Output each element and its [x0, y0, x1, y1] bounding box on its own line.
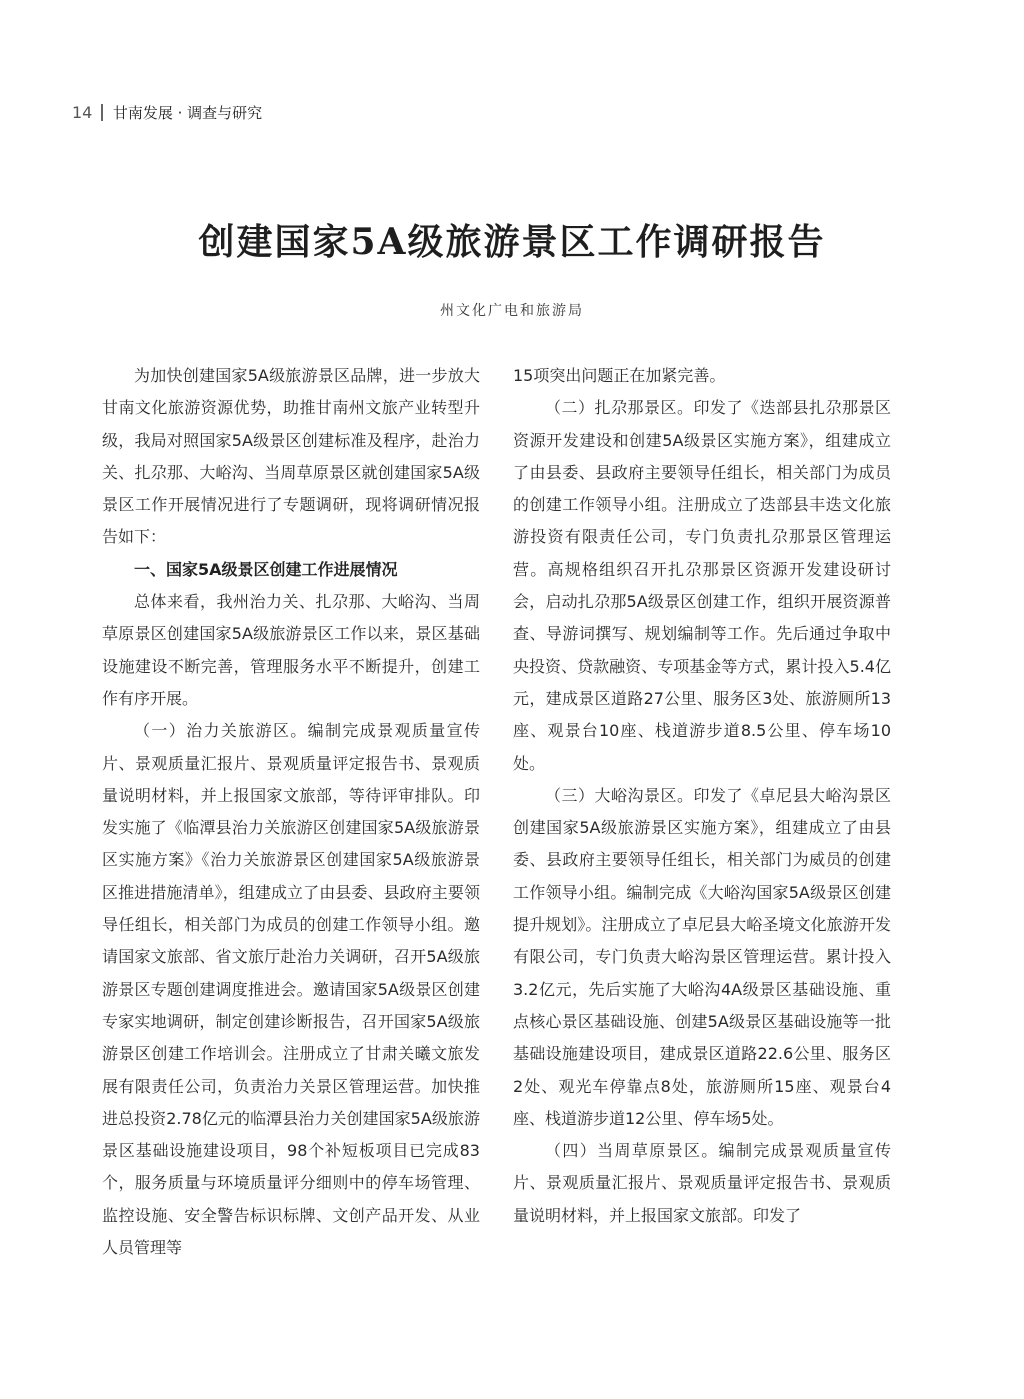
- header-divider: [101, 104, 103, 121]
- article-title: 创建国家5A级旅游景区工作调研报告: [198, 221, 826, 263]
- left-column: [102, 360, 480, 1264]
- journal-name: 甘南发展 · 调查与研究: [112, 103, 263, 122]
- intro-paragraph: 为加快创建国家5A级旅游景区品牌，进一步放大甘南文化旅游资源优势，助推甘南州文旅产业转型升级，我局对照国家5A级景区创建标准及程序，赴治力关、扎尕那、大峪沟、当周草原景区就创建国家5A级景区工作开展情况进行了专题调研，现将调研情况报告如下：: [102, 366, 480, 547]
- overview-paragraph: 总体来看，我州治力关、扎尕那、大峪沟、当周草原景区创建国家5A级旅游景区工作以来，景区基础设施建设不断完善，管理服务水平不断提升，创建工作有序开展。: [102, 592, 480, 708]
- running-header: [72, 98, 262, 126]
- section-heading: 一、国家5A级景区创建工作进展情况: [134, 559, 398, 579]
- right-column: [513, 360, 891, 1232]
- page-number: 14: [72, 102, 93, 122]
- part1-paragraph: （一）治力关旅游区。编制完成景观质量宣传片、景观质量汇报片、景观质量评定报告书、景观质量说明材料，并上报国家文旅部，等待评审排队。印发实施了《临潭县治力关旅游区创建国家5A级旅游景区实施方案》《治力关旅游景区创建国家5A级旅游景区推进措施清单》，组建成立了由县委、县政府主要领导任组长，相关部门为成员的创建工作领导小组。邀请国家文旅部、省文旅厅赴治力关调研，召开5A级旅游景区专题创建调度推进会。邀请国家5A级景区创建专家实地调研，制定创建诊断报告，召开国家5A级旅游景区创建工作培训会。注册成立了甘肃关曦文旅发展有限责任公司，负责治力关景区管理运营。加快推进总投资2.78亿元的临潭县治力关创建国家5A级旅游景区基础设施建设项目，98个补短板项目已完成83个，服务质量与环境质量评分细则中的停车场管理、监控设施、安全警告标识标牌、文创产品开发、从业人员管理等: [102, 721, 480, 1258]
- continuation-paragraph: 15项突出问题正在加紧完善。: [513, 366, 726, 385]
- part3-paragraph: （三）大峪沟景区。印发了《卓尼县大峪沟景区创建国家5A级旅游景区实施方案》，组建成立了由县委、县政府主要领导任组长，相关部门为威员的创建工作领导小组。编制完成《大峪沟国家5A级景区创建提升规划》。注册成立了卓尼县大峪圣境文化旅游开发有限公司，专门负责大峪沟景区管理运营。累计投入3.2亿元，先后实施了大峪沟4A级景区基础设施、重点核心景区基础设施、创建5A级景区基础设施等一批基础设施建设项目，建成景区道路22.6公里、服务区2处、观光车停靠点8处，旅游厕所15座、观景台4座、栈道游步道12公里、停车场5处。: [513, 785, 891, 1128]
- part4-paragraph: （四）当周草原景区。编制完成景观质量宣传片、景观质量汇报片、景观质量评定报告书、景观质量说明材料，并上报国家文旅部。印发了: [513, 1141, 891, 1225]
- article-author: 州文化广电和旅游局: [440, 303, 584, 319]
- part2-paragraph: （二）扎尕那景区。印发了《迭部县扎尕那景区资源开发建设和创建5A级景区实施方案》，组建成立了由县委、县政府主要领导任组长，相关部门为成员的创建工作领导小组。注册成立了迭部县丰迭文化旅游投资有限责任公司，专门负责扎尕那景区管理运营。高规格组织召开扎尕那景区资源开发建设研讨会，启动扎尕那5A级景区创建工作，组织开展资源普查、导游词撰写、规划编制等工作。先后通过争取中央投资、贷款融资、专项基金等方式，累计投入5.4亿元，建成景区道路27公里、服务区3处、旅游厕所13座、观景台10座、栈道游步道8.5公里、停车场10处。: [513, 398, 891, 773]
